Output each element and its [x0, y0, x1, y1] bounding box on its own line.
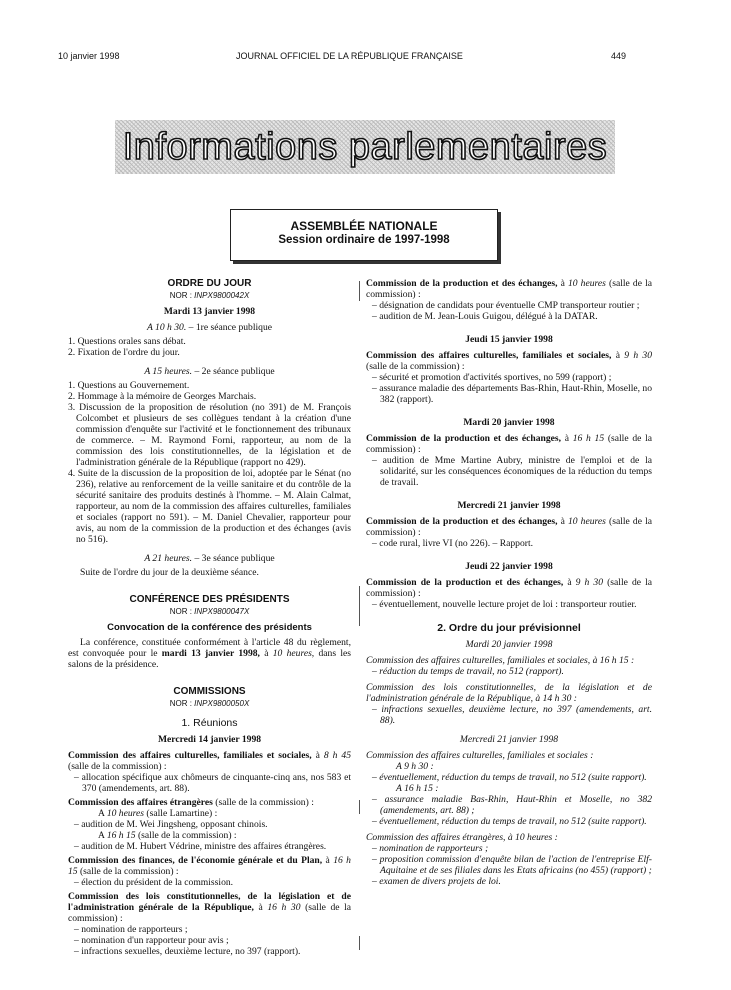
page-number: 449 — [610, 51, 626, 61]
list-item: – audition de M. Hubert Védrine, ministre des affaires étrangères. — [74, 841, 327, 852]
list-item: – audition de Mme Martine Aubry, ministre de l'emploi et de la solidarité, sur les conséquences économiques de la réduction du temps de travail. — [372, 455, 652, 488]
column-divider — [359, 800, 360, 814]
sitting-time: A 15 heures. – 2e séance publique — [144, 366, 275, 377]
commission-entry: Commission des finances, de l'économie générale et du Plan, à 16 h 15 (salle de la commission) : — [68, 855, 351, 877]
meeting-day: Mercredi 14 janvier 1998 — [157, 734, 262, 745]
column-divider — [359, 936, 360, 950]
conference-text: La conférence, constituée conformément à l'article 48 du règlement, est convoquée pour le mardi 13 janvier 1998, à 10 heures, dans les salons de la présidence. — [68, 637, 351, 670]
banner-title: Informations parlementaires — [122, 126, 608, 168]
commission-entry: Commission des lois constitutionnelles, de la législation et de l'administration générale de la République, à 16 h 30 (salle de la commission) : — [68, 891, 352, 924]
list-item: – infractions sexuelles, deuxième lecture, no 397 (rapport). — [74, 946, 301, 957]
list-item: – élection du président de la commission. — [74, 877, 234, 888]
assembly-title: ASSEMBLÉE NATIONALE — [290, 219, 438, 233]
commission-entry: Commission des affaires étrangères (salle de la commission) : — [68, 797, 314, 808]
commission-entry: Commission de la production et des échanges, à 10 heures (salle de la commission) : — [366, 278, 653, 300]
commission-entry: Commission des affaires culturelles, familiales et sociales, à 9 h 30 (salle de la commission) : — [366, 350, 652, 372]
list-item: – audition de M. Jean-Louis Guigou, délégué à la DATAR. — [372, 311, 598, 322]
commissions-title: COMMISSIONS — [173, 686, 246, 697]
meeting-day: Mercredi 21 janvier 1998 — [457, 500, 561, 511]
commission-entry: Commission des affaires culturelles, familiales et sociales, à 16 h 15 : — [366, 655, 635, 666]
column-divider — [359, 281, 360, 301]
list-item: – proposition commission d'enquête bilan de l'action de l'entreprise Elf-Aquitaine et de ses filiales dans les Etats africains (no 455) (rapport) ; — [372, 854, 652, 876]
list-item: – audition de M. Wei Jingsheng, opposant chinois. — [74, 819, 268, 830]
ordre-du-jour-title: ORDRE DU JOUR — [167, 278, 252, 289]
list-item: – infractions sexuelles, deuxième lecture, no 397 (amendements, art. 88). — [372, 704, 652, 726]
list-item: – nomination de rapporteurs ; — [74, 924, 188, 935]
meeting-time: A 16 h 15 : — [396, 783, 439, 794]
left-column — [68, 278, 351, 957]
conference-title: CONFÉRENCE DES PRÉSIDENTS — [129, 594, 290, 605]
nor-reference: NOR : INPX9800047X — [169, 607, 250, 616]
nor-reference: NOR : INPX9800050X — [169, 699, 250, 708]
meeting-time: A 9 h 30 : — [396, 761, 434, 772]
list-item: – éventuellement, nouvelle lecture projet de loi : transporteur routier. — [372, 599, 637, 610]
list-item: – réduction du temps de travail, no 512 (rapport). — [372, 666, 564, 677]
commission-entry: Commission de la production et des échanges, à 9 h 30 (salle de la commission) : — [366, 577, 652, 599]
list-item: – code rural, livre VI (no 226). – Rapport. — [372, 538, 534, 549]
agenda-text: Suite de l'ordre du jour de la deuxième séance. — [80, 567, 259, 578]
meeting-time: A 10 heures (salle Lamartine) : — [98, 808, 218, 819]
meeting-day: Jeudi 22 janvier 1998 — [465, 561, 553, 572]
column-divider — [359, 586, 360, 626]
list-item: – nomination de rapporteurs ; — [372, 843, 489, 854]
list-item: – examen de divers projets de loi. — [372, 876, 501, 887]
list-item: – nomination d'un rapporteur pour avis ; — [74, 935, 229, 946]
commission-entry: Commission des affaires étrangères, à 10 heures : — [366, 832, 558, 843]
meeting-day: Mardi 20 janvier 1998 — [463, 417, 555, 428]
agenda-item: 4. Suite de la discussion de la proposition de loi, adoptée par le Sénat (no 236), relative au renforcement de la veille sanitaire et du contrôle de la sécurité sanitaire des produits destinés à l'homme. – M. Alain Calmat, rapporteur, au nom de la commission des affaires culturelles, familiales et sociales (rapport no 591). – M. Daniel Chevalier, rapporteur pour avis, au nom de la commission de la production et des échanges (avis no 516). — [68, 468, 351, 545]
agenda-item: 2. Fixation de l'ordre du jour. — [68, 347, 180, 358]
list-item: – sécurité et promotion d'activités sportives, no 599 (rapport) ; — [372, 372, 612, 383]
right-column — [366, 278, 652, 887]
sitting-time: A 10 h 30. – 1re séance publique — [146, 322, 273, 333]
list-item: – allocation spécifique aux chômeurs de cinquante-cinq ans, nos 583 et 370 (amendements, art. 88). — [74, 772, 351, 794]
commission-entry: Commission des lois constitutionnelles, de la législation et de l'administration générale de la République, à 14 h 30 : — [366, 682, 652, 704]
assembly-box — [230, 209, 498, 261]
list-item: – assurance maladie des départements Bas-Rhin, Haut-Rhin, Moselle, no 382 (rapport). — [372, 383, 653, 405]
meeting-day: Mercredi 21 janvier 1998 — [459, 734, 559, 745]
nor-reference: NOR : INPX9800042X — [169, 291, 250, 300]
commission-entry: Commission des affaires culturelles, familiales et sociales, à 8 h 45 (salle de la commission) : — [68, 750, 351, 772]
session-title: Session ordinaire de 1997-1998 — [278, 234, 450, 246]
meeting-day: Mardi 20 janvier 1998 — [465, 639, 553, 650]
header-date: 10 janvier 1998 — [58, 51, 120, 61]
meeting-time: A 16 h 15 (salle de la commission) : — [98, 830, 237, 841]
conference-subtitle: Convocation de la conférence des présidents — [107, 622, 312, 633]
agenda-item: 1. Questions orales sans débat. — [68, 336, 186, 347]
list-item: – désignation de candidats pour éventuelle CMP transporteur routier ; — [372, 300, 640, 311]
commission-entry: Commission des affaires culturelles, familiales et sociales : — [366, 750, 594, 761]
page-header — [58, 51, 626, 65]
agenda-item: 2. Hommage à la mémoire de Georges Marchais. — [68, 391, 257, 402]
agenda-item: 1. Questions au Gouvernement. — [68, 380, 190, 391]
journal-title: JOURNAL OFFICIEL DE LA RÉPUBLIQUE FRANÇAISE — [236, 51, 463, 61]
sitting-day: Mardi 13 janvier 1998 — [163, 306, 256, 317]
commission-entry: Commission de la production et des échanges, à 16 h 15 (salle de la commission) : — [366, 433, 653, 455]
commission-entry: Commission de la production et des échanges, à 10 heures (salle de la commission) : — [366, 516, 653, 538]
agenda-item: 3. Discussion de la proposition de résolution (no 391) de M. François Colcombet et plusieurs de ses collègues tendant à la création d'une commission d'enquête sur l'activité et le fonctionnement des tribunaux de commerce. – M. Raymond Forni, rapporteur, au nom de la commission des lois constitutionnelles, de la législation et de l'administration générale de la République (rapport no 429). — [68, 402, 351, 468]
sitting-time: A 21 heures. – 3e séance publique — [144, 553, 275, 564]
meeting-day: Jeudi 15 janvier 1998 — [465, 334, 553, 345]
section-title: 2. Ordre du jour prévisionnel — [437, 622, 581, 634]
list-item: – éventuellement, réduction du temps de travail, no 512 (suite rapport). — [372, 772, 647, 783]
list-item: – éventuellement, réduction du temps de travail, no 512 (suite rapport). — [372, 816, 647, 827]
section-title: 1. Réunions — [181, 717, 238, 729]
list-item: – assurance maladie Bas-Rhin, Haut-Rhin et Moselle, no 382 (amendements, art. 88) ; — [372, 794, 652, 816]
